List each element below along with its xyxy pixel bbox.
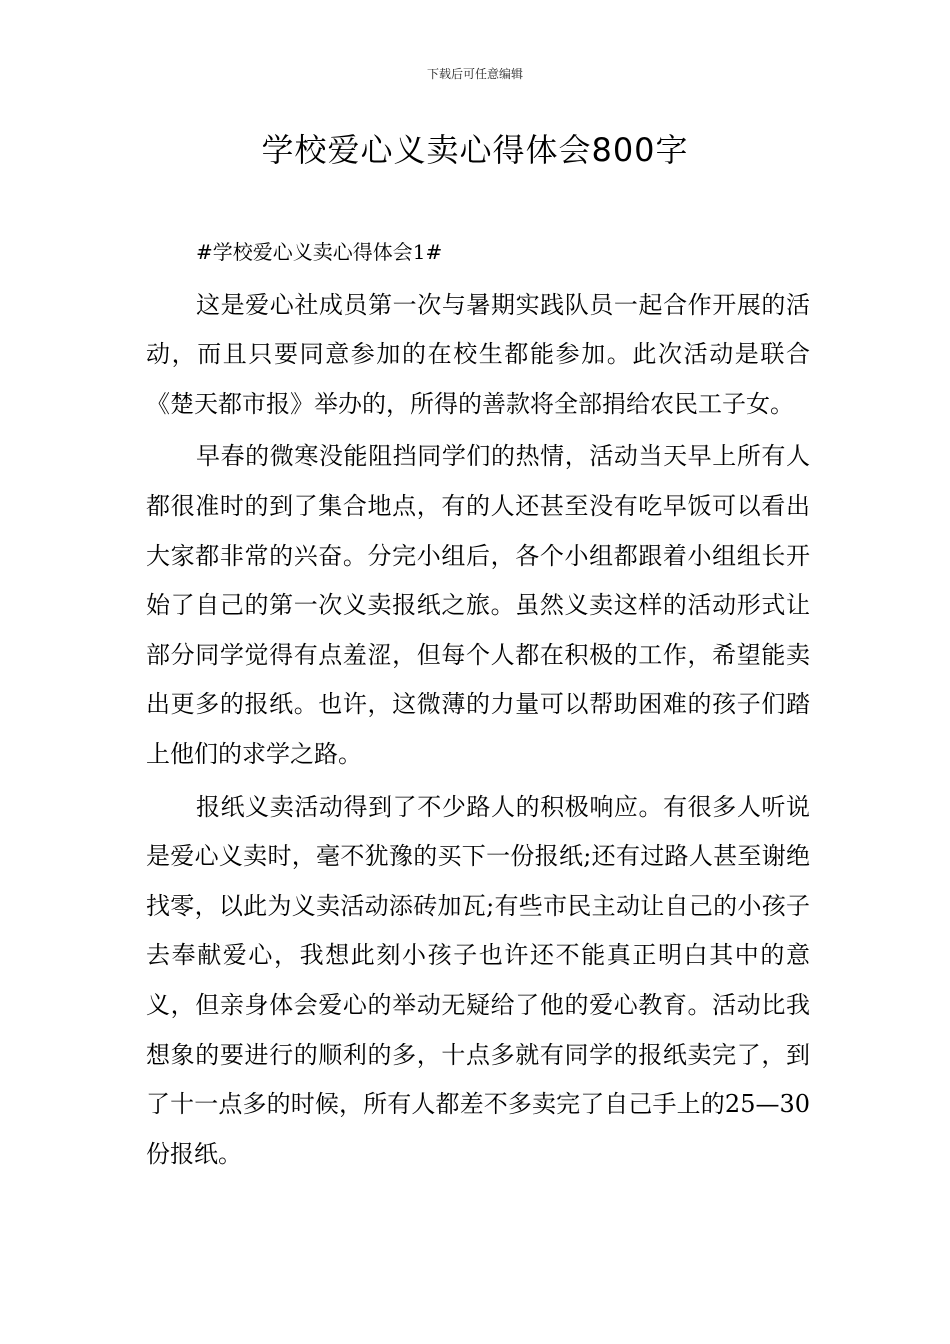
document-body bbox=[146, 228, 810, 1182]
paragraph-1: 这是爱心社成员第一次与暑期实践队员一起合作开展的活动，而且只要同意参加的在校生都能参加。此次活动是联合《楚天都市报》举办的，所得的善款将全部捐给农民工子女。 bbox=[146, 290, 810, 418]
document-title: 学校爱心义卖心得体会800字 bbox=[261, 131, 689, 169]
paragraph-3: 报纸义卖活动得到了不少路人的积极响应。有很多人听说是爱心义卖时，毫不犹豫的买下一份报纸;还有过路人甚至谢绝找零，以此为义卖活动添砖加瓦;有些市民主动让自己的小孩子去奉献爱心，我想此刻小孩子也许还不能真正明白其中的意义，但亲身体会爱心的举动无疑给了他的爱心教育。活动比我想象的要进行的顺利的多，十点多就有同学的报纸卖完了，到了十一点多的时候，所有人都差不多卖完了自己手上的25—30份报纸。 bbox=[146, 792, 810, 1168]
section-heading: #学校爱心义卖心得体会1# bbox=[196, 240, 443, 264]
header-note: 下载后可任意编辑 bbox=[426, 67, 523, 81]
paragraph-2: 早春的微寒没能阻挡同学们的热情，活动当天早上所有人都很准时的到了集合地点，有的人还甚至没有吃早饭可以看出大家都非常的兴奋。分完小组后，各个小组都跟着小组组长开始了自己的第一次义卖报纸之旅。虽然义卖这样的活动形式让部分同学觉得有点羞涩，但每个人都在积极的工作，希望能卖出更多的报纸。也许，这微薄的力量可以帮助困难的孩子们踏上他们的求学之路。 bbox=[146, 442, 810, 768]
